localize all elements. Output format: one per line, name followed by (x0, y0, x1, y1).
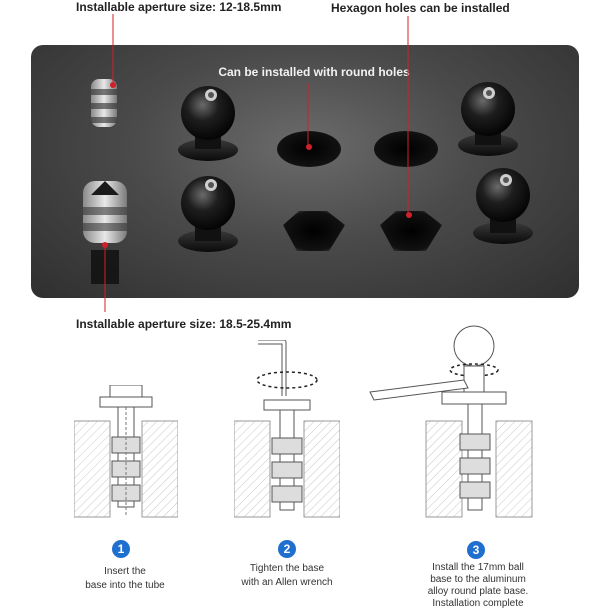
step-2-diagram (234, 340, 340, 525)
step-2-line-1: Tighten the base (249, 563, 325, 574)
step-3-line-2: base to the aluminum (430, 574, 526, 585)
step-3-line-4: Installation complete (432, 598, 524, 609)
step-1-badge: 1 (112, 540, 130, 558)
step-2-caption (222, 562, 352, 590)
product-illustration (31, 45, 579, 298)
step-3-line-3: alloy round plate base. (427, 586, 529, 597)
ball-mount-top-left (178, 86, 238, 161)
product-photo-panel (31, 45, 579, 298)
aperture-large-callout: Installable aperture size: 18.5-25.4mm (76, 317, 292, 331)
step-1-diagram (74, 385, 178, 525)
ball-mount-bottom-right (473, 168, 533, 244)
step-1-line-2: base into the tube (85, 580, 165, 591)
hexagon-holes-callout: Hexagon holes can be installed (331, 1, 510, 15)
large-screw-bolt (83, 181, 127, 284)
step-1-caption (60, 565, 190, 593)
round-hole-right (374, 131, 438, 167)
step-3-diagram (368, 322, 548, 525)
step-3-badge: 3 (467, 541, 485, 559)
step-3-caption (410, 562, 546, 610)
step-1-line-1: Insert the (104, 566, 146, 577)
hexagon-hole-left (283, 211, 345, 251)
step-2-line-2: with an Allen wrench (241, 577, 333, 588)
ball-mount-top-right (458, 82, 518, 156)
ball-mount-bottom-left (178, 176, 238, 252)
aperture-small-callout: Installable aperture size: 12-18.5mm (76, 0, 282, 14)
step-3-line-1: Install the 17mm ball (432, 562, 524, 573)
step-2-badge: 2 (278, 540, 296, 558)
round-holes-caption: Can be installed with round holes (218, 65, 410, 79)
small-screw-bolt (91, 79, 117, 127)
